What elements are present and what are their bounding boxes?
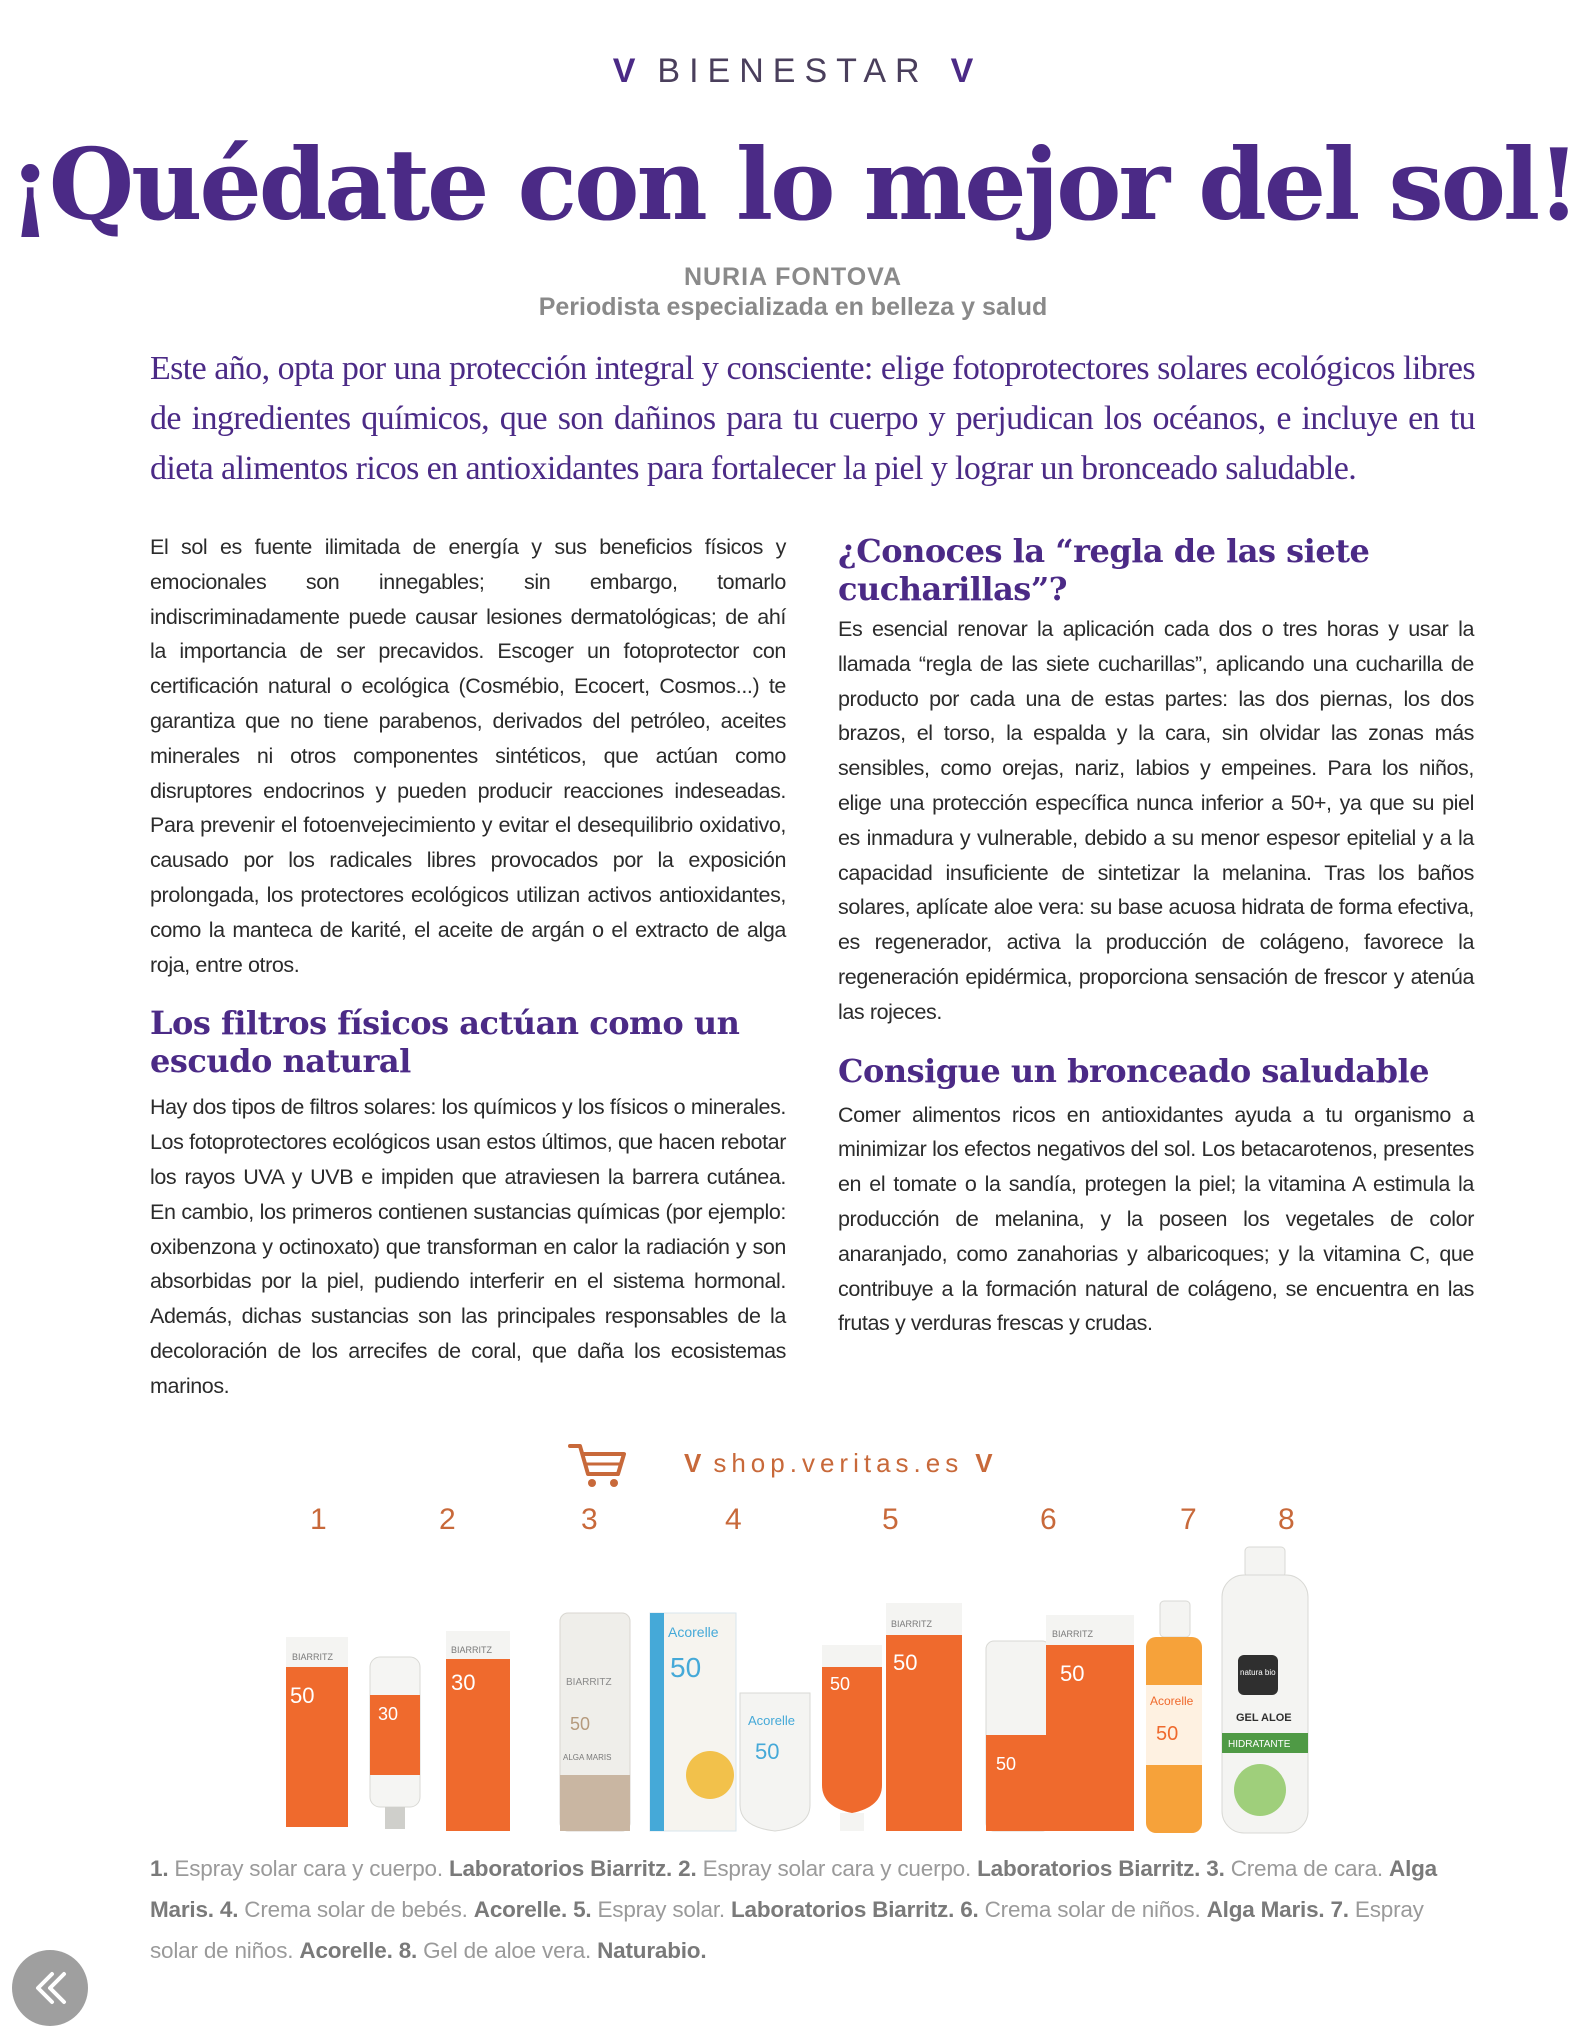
left-column: [150, 530, 786, 1404]
brand-text: ALGA MARIS: [563, 1753, 612, 1762]
product-6-alga-maris-bottle: [986, 1641, 1050, 1831]
product-number-4: 4: [725, 1503, 742, 1536]
body-paragraph-2: Hay dos tipos de filtros solares: los químicos y los físicos o minerales. Los fotoprotectores ecológicos usan estos últimos, que hacen rebotar los rayos UVA y UVB e impiden que atraviesen la barrera cutánea. En cambio, los primeros contienen sustancias químicas (por ejemplo: oxibenzona y octinoxato) que transforman en calor la radiación y son absorbidas por la piel, pudiendo interferir en el sistema hormonal. Además, dichas sustancias son las principales responsables de la decoloración de los arrecifes de coral, que daña los ecosistemas marinos.: [150, 1095, 786, 1398]
spf-text: 50: [570, 1714, 591, 1734]
caption-number: 5.: [567, 1897, 592, 1922]
brand-text: BIARRITZ: [891, 1619, 933, 1629]
body-paragraph-4: Comer alimentos ricos en antioxidantes ayuda a tu organismo a minimizar los efectos negativos del sol. Los betacarotenos, presentes en el tomate o la sandía, protegen la piel; la vitamina A estimula la producción de melanina, y la poseen los vegetales de color anaranjado, como zanahorias y albaricoques; y la vitamina C, que contribuye a la formación natural de colágeno, se encuentra en las frutas y verduras frescas y crudas.: [838, 1102, 1474, 1336]
v-mark: V: [975, 1448, 993, 1478]
caption-brand: Naturabio.: [597, 1938, 707, 1963]
section-name: BIENESTAR: [657, 52, 929, 90]
product-7-acorelle-spray: [1146, 1601, 1202, 1833]
caption-text: Espray solar.: [591, 1897, 732, 1922]
page-title: ¡Quédate con lo mejor del sol!: [8, 128, 1578, 243]
product-6-alga-maris-box: [1046, 1615, 1134, 1831]
spf-text: 50: [670, 1652, 702, 1683]
spf-text: 30: [378, 1704, 399, 1724]
body-paragraph-1: El sol es fuente ilimitada de energía y sus beneficios físicos y emocionales son innegables; sin embargo, tomarlo indiscriminadamente puede causar lesiones dermatológicas; de ahí la importancia de ser precavidos. Escoger un fotoprotector con certificación natural o ecológica (Cosmébio, Ecocert, Cosmos...) te garantiza que no tiene parabenos, derivados del petróleo, aceites minerales ni otros componentes sintéticos, que actúan como disruptores endocrinos y pueden producir reacciones indeseadas. Para prevenir el fotoenvejecimiento y evitar el desequilibrio oxidativo, causado por los radicales libres provocados por la exposición prolongada, los protectores ecológicos utilizan activos antioxidantes, como la manteca de karité, el aceite de argán o el extracto de alga roja, entre otros.: [150, 535, 786, 977]
subheading-bronceado: Consigue un bronceado saludable: [838, 1051, 1430, 1090]
caption-number: 7.: [1324, 1897, 1349, 1922]
subheading-regla: ¿Conoces la “regla de las siete cucharillas”?: [838, 532, 1370, 608]
spf-text: 50: [1060, 1661, 1085, 1686]
caption-number: 8.: [392, 1938, 418, 1963]
spf-text: 50: [290, 1683, 315, 1708]
caption-brand: Acorelle.: [299, 1938, 393, 1963]
back-button[interactable]: [12, 1950, 88, 2026]
product-number-5: 5: [882, 1503, 899, 1536]
caption-brand: Laboratorios Biarritz.: [731, 1897, 955, 1922]
caption-text: Crema solar de niños.: [978, 1897, 1207, 1922]
product-name-text: GEL ALOE: [1236, 1712, 1292, 1724]
caption-number: 3.: [1200, 1856, 1225, 1881]
caption-brand: Laboratorios Biarritz.: [448, 1856, 673, 1881]
caption-text: Espray solar cara y cuerpo.: [168, 1856, 449, 1881]
product-number-1: 1: [310, 1503, 327, 1536]
brand-text: natura bio: [1240, 1668, 1276, 1677]
brand-text: BIARRITZ: [451, 1645, 493, 1655]
spf-text: 50: [1156, 1723, 1179, 1745]
double-chevron-left-icon: [12, 1950, 88, 2026]
subheading-filtros: Los filtros físicos actúan como un escudo natural: [150, 1004, 740, 1081]
spf-text: 50: [755, 1739, 780, 1764]
caption-brand: Alga Maris.: [1206, 1897, 1325, 1922]
product-2-biarritz-box: [446, 1631, 510, 1831]
spf-text: 50: [893, 1650, 918, 1675]
shopping-cart-icon[interactable]: [568, 1440, 628, 1490]
caption-text: Gel de aloe vera.: [417, 1938, 598, 1963]
caption-brand: Acorelle.: [473, 1897, 568, 1922]
shop-link[interactable]: [684, 1448, 1005, 1479]
shop-row: [0, 1440, 1586, 1500]
product-4-acorelle-tube: [740, 1693, 810, 1831]
product-number-7: 7: [1180, 1503, 1197, 1536]
product-8-naturabio-aloe: [1222, 1547, 1308, 1833]
spf-text: 50: [830, 1674, 851, 1694]
product-3-alga-maris: [560, 1613, 630, 1831]
product-caption: [150, 1848, 1475, 1971]
author-name: NURIA FONTOVA: [683, 263, 903, 291]
caption-number: 1.: [150, 1856, 169, 1881]
v-mark-right: V: [950, 52, 974, 90]
product-4-acorelle-box: [650, 1613, 736, 1831]
caption-text: Crema de cara.: [1224, 1856, 1390, 1881]
caption-brand: Alga Maris.: [150, 1856, 1437, 1922]
product-1-bottle: [370, 1657, 420, 1829]
v-mark: V: [684, 1448, 702, 1478]
author-role: Periodista especializada en belleza y salud: [538, 293, 1048, 321]
caption-text: Espray solar cara y cuerpo.: [696, 1856, 978, 1881]
caption-number: 4.: [213, 1897, 239, 1922]
product-5-biarritz-tube: [822, 1645, 882, 1831]
body-paragraph-3: Es esencial renovar la aplicación cada dos o tres horas y usar la llamada “regla de las siete cucharillas”, aplicando una cucharilla de producto por cada una de estas partes: las dos piernas, los dos brazos, el torso, la espalda y la cara, sin olvidar las zonas más sensibles, como orejas, nariz, labios y empeines. Para los niños, elige una protección específica nunca inferior a 50+, ya que su piel es inmadura y vulnerable, debido a su menor espesor epitelial y a la capacidad insuficiente de sintetizar la melanina. Tras los baños solares, aplícate aloe vera: su base acuosa hidrata de forma efectiva, es regenerador, activa la producción de colágeno, favorece la regeneración epidérmica, proporciona sensación de frescor y atenúa las rojeces.: [838, 617, 1474, 1024]
product-1-biarritz-spray: [286, 1637, 348, 1827]
product-number-2: 2: [439, 1503, 456, 1536]
product-number-8: 8: [1278, 1503, 1295, 1536]
caption-text: Espray solar de niños.: [150, 1897, 1424, 1963]
brand-text: Acorelle: [1150, 1694, 1194, 1708]
right-column: [838, 532, 1474, 1341]
caption-number: 6.: [954, 1897, 979, 1922]
caption-number: 2.: [672, 1856, 697, 1881]
spf-text: 50: [996, 1754, 1017, 1774]
v-mark-left: V: [612, 52, 636, 90]
shop-url: shop.veritas.es: [713, 1448, 964, 1478]
caption-brand: Laboratorios Biarritz.: [977, 1856, 1201, 1881]
section-tag: [0, 52, 1586, 91]
lead-paragraph: Este año, opta por una protección integral y consciente: elige fotoprotectores solares ecológicos libres de ingredientes químicos, que son dañinos para tu cuerpo y perjudican los océanos, e incluye en tu dieta alimentos ricos en antioxidantes para fortalecer la piel y lograr un bronceado saludable.: [150, 350, 1475, 487]
product-5-biarritz-box: [886, 1603, 962, 1831]
product-number-3: 3: [581, 1503, 598, 1536]
product-lineup-image: [270, 1545, 1350, 1845]
brand-text: Acorelle: [668, 1624, 719, 1640]
product-number-6: 6: [1040, 1503, 1057, 1536]
brand-text: BIARRITZ: [1052, 1629, 1094, 1639]
brand-text: BIARRITZ: [566, 1677, 612, 1688]
caption-text: Crema solar de bebés.: [238, 1897, 474, 1922]
product-name-text: HIDRATANTE: [1228, 1739, 1291, 1750]
spf-text: 30: [451, 1670, 476, 1695]
brand-text: Acorelle: [748, 1713, 795, 1728]
brand-text: BIARRITZ: [292, 1652, 334, 1662]
